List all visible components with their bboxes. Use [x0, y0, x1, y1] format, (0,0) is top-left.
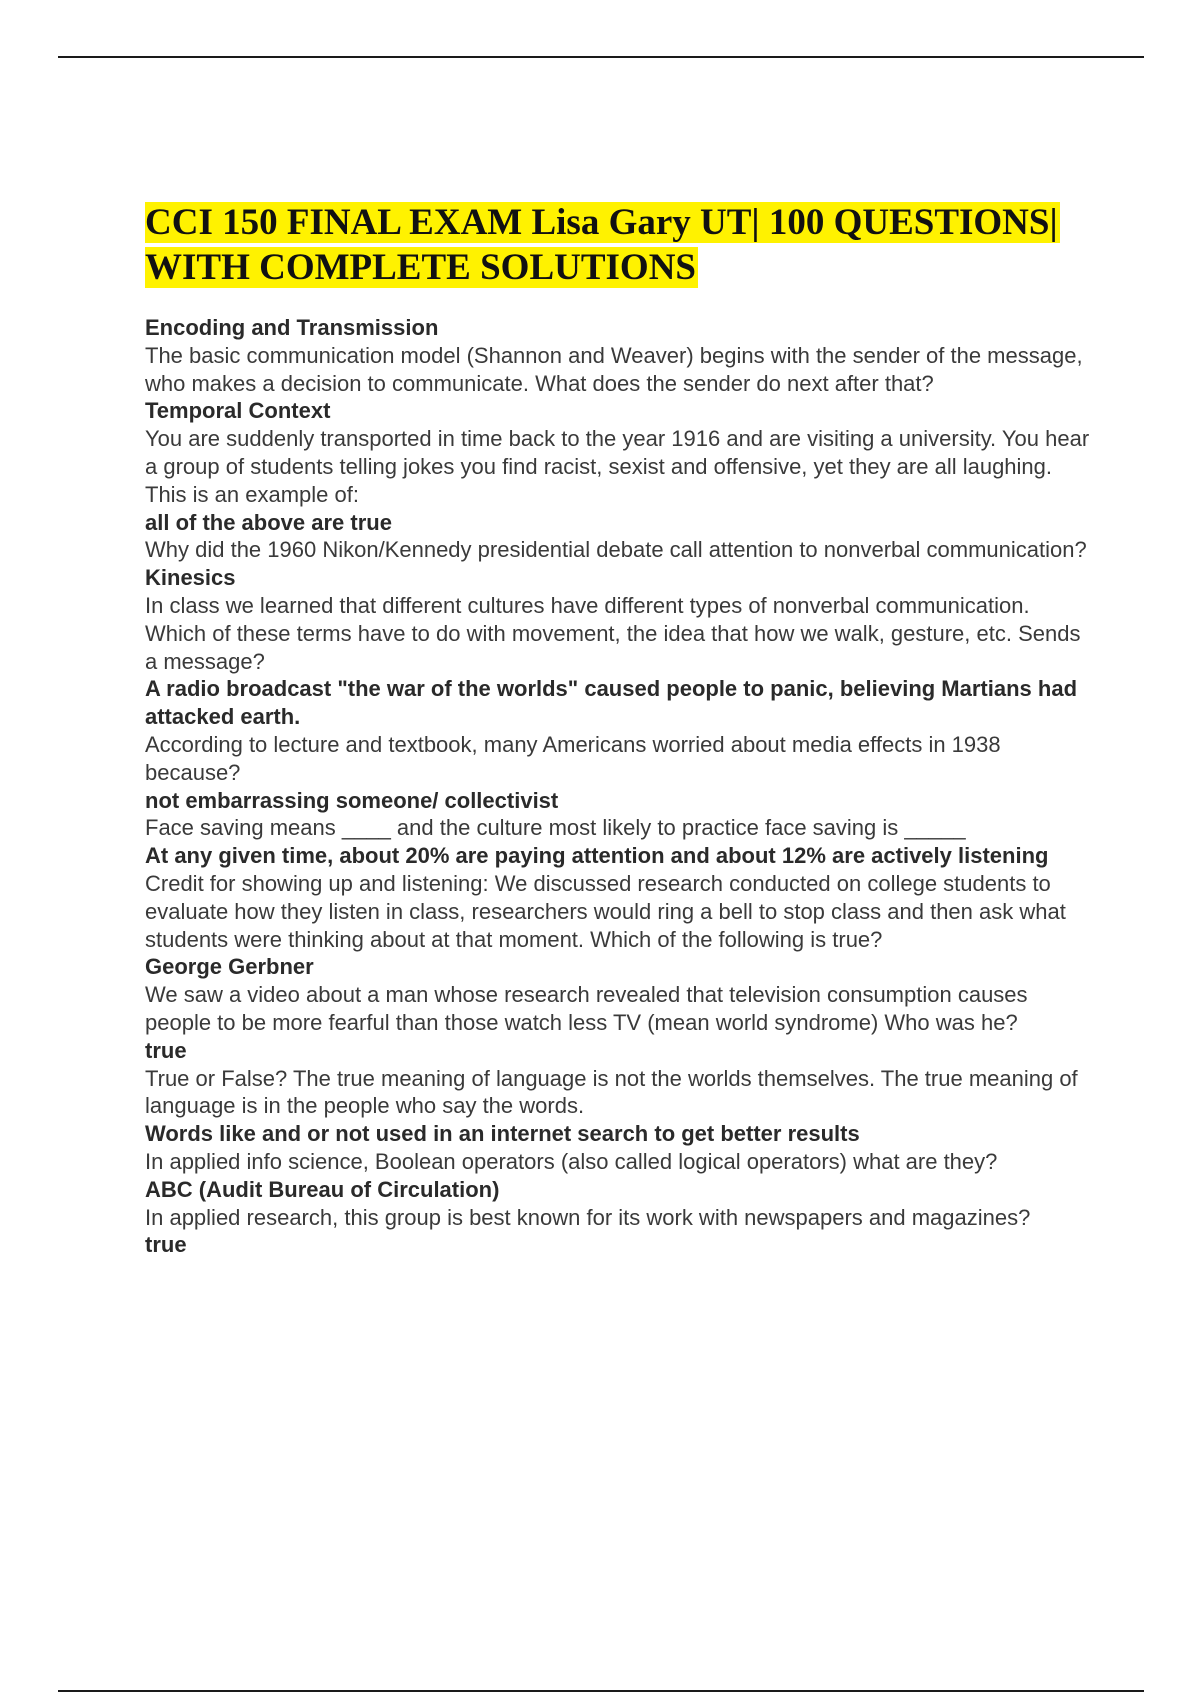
- answer-text: Kinesics: [145, 565, 236, 591]
- answer-text: At any given time, about 20% are paying attention and about 12% are actively listening: [145, 843, 1049, 869]
- qa-content: [145, 314, 1095, 1259]
- question-text: Credit for showing up and listening: We discussed research conducted on college students to evaluate how they listen in class, researchers would ring a bell to stop class and then ask what students were thinking about at that moment. Which of the following is true?: [145, 870, 1066, 952]
- question-text: The basic communication model (Shannon and Weaver) begins with the sender of the message, who makes a decision to communicate. What does the sender do next after that?: [145, 342, 1083, 396]
- answer-text: A radio broadcast "the war of the worlds" caused people to panic, believing Martians had attacked earth.: [145, 676, 1078, 730]
- question-text: Face saving means ____ and the culture most likely to practice face saving is _____: [145, 815, 966, 841]
- question-text: You are suddenly transported in time back to the year 1916 and are visiting a university. You hear a group of students telling jokes you find racist, sexist and offensive, yet they are all laughing. This is an example of:: [145, 426, 1090, 507]
- document-title: [145, 200, 1105, 290]
- top-rule: [58, 56, 1144, 58]
- answer-text: Words like and or not used in an internet search to get better results: [145, 1121, 860, 1147]
- question-text: We saw a video about a man whose research revealed that television consumption causes people to be more fearful than those watch less TV (mean world syndrome) Who was he?: [145, 982, 1028, 1035]
- answer-text: not embarrassing someone/ collectivist: [145, 787, 559, 813]
- question-text: In applied research, this group is best known for its work with newspapers and magazines?: [145, 1204, 1031, 1230]
- question-text: According to lecture and textbook, many Americans worried about media effects in 1938 because?: [145, 731, 1001, 785]
- bottom-rule: [58, 1690, 1144, 1692]
- question-text: True or False? The true meaning of language is not the worlds themselves. The true meaning of language is in the people who say the words.: [145, 1065, 1078, 1119]
- answer-text: true: [145, 1232, 187, 1258]
- answer-text: ABC (Audit Bureau of Circulation): [145, 1176, 500, 1202]
- answer-text: Temporal Context: [145, 398, 331, 424]
- title-line-1: CCI 150 FINAL EXAM Lisa Gary UT| 100 QUESTIONS|: [145, 202, 1058, 243]
- answer-text: Encoding and Transmission: [145, 315, 439, 340]
- answer-text: true: [145, 1037, 187, 1063]
- answer-text: George Gerbner: [145, 954, 314, 980]
- question-text: In applied info science, Boolean operators (also called logical operators) what are they?: [145, 1148, 998, 1174]
- answer-text: all of the above are true: [145, 509, 392, 535]
- question-text: In class we learned that different cultures have different types of nonverbal communication. Which of these terms have to do with movement, the idea that how we walk, gesture, etc. Sends a message?: [145, 592, 1081, 674]
- question-text: Why did the 1960 Nikon/Kennedy presidential debate call attention to nonverbal communication?: [145, 537, 1087, 563]
- title-line-2: WITH COMPLETE SOLUTIONS: [145, 247, 697, 288]
